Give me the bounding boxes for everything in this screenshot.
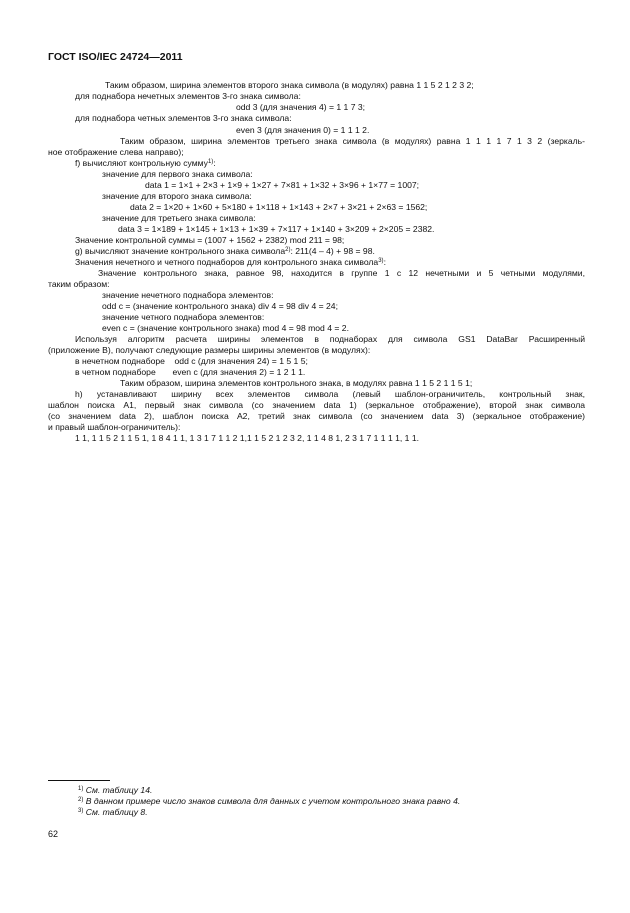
footnote [78,796,460,806]
text-line: Таким образом, ширина элементов третьего знака символа (в модулях) равна 1 1 1 1 7 1 3 2 (зеркаль- [120,136,585,146]
text-line [75,158,216,169]
text-line: значение для третьего знака символа: [102,213,256,223]
footnote-mark: 1) [78,786,84,792]
footnote-mark: 2) [78,797,84,803]
footnote-ref: 1) [207,159,214,165]
text-line: Значение контрольного знака, равное 98, находится в группе 1 с 12 нечетными и 5 четными модулями, [98,268,585,278]
footnote-ref: 2) [285,247,291,253]
text-line: в нечетном поднаборе odd c (для значения 24) = 1 5 1 5; [75,356,308,366]
line-tail: : [213,158,216,168]
formula-line: odd 3 (для значения 4) = 1 1 7 3; [236,102,366,112]
line-text: f) вычисляют контрольную сумму [75,158,208,168]
line-text: Значения нечетного и четного поднаборов для контрольного знака символа [75,257,379,267]
text-line: значение нечетного поднабора элементов: [102,290,274,300]
text-line: h) устанавливают ширину всех элементов символа (левый шаблон-ограничитель, контрольный знак, [75,389,585,399]
text-line: для поднабора четных элементов 3-го знака символа: [75,113,292,123]
footnote-ref: 3) [378,258,384,264]
footnote [78,807,148,817]
footnote [78,785,152,795]
text-line: ное отображение слева направо); [48,147,184,157]
line-tail: : [383,257,386,267]
text-line: (со значением data 2), шаблон поиска А2, третий знак символа (со значением data 3) (зеркальное отображение) [48,411,585,421]
result-line: 1 1, 1 1 5 2 1 1 5 1, 1 8 4 1 1, 1 3 1 7 1 1 2 1,1 1 5 2 1 2 3 2, 1 1 4 8 1, 2 3 1 7 1 1 1 1, 1 1. [75,433,420,443]
text-line: Значение контрольной суммы = (1007 + 1562 + 2382) mod 211 = 98; [75,235,345,245]
text-line: значение для первого знака символа: [102,169,253,179]
footnote-divider [48,780,110,781]
page-number: 62 [48,829,59,839]
footnote-text: В данном примере число знаков символа для данных с учетом контрольного знака равно 4. [85,796,461,806]
line-text: g) вычисляют значение контрольного знака символа [75,246,286,256]
text-line: значение четного поднабора элементов: [102,312,265,322]
text-line: для поднабора нечетных элементов 3-го знака символа: [75,91,301,101]
text-line: таким образом: [48,279,110,289]
document-header: ГОСТ ISO/IEC 24724—2011 [48,51,183,63]
text-line: (приложение В), получают следующие размеры ширины элементов (в модулях): [48,345,371,355]
text-line: шаблон поиска А1, первый знак символа (со значением data 1) (зеркальное отображение), второй знак символа [48,400,585,410]
formula-line: odd c = (значение контрольного знака) div 4 = 98 div 4 = 24; [102,301,338,311]
formula-line: even c = (значение контрольного знака) mod 4 = 98 mod 4 = 2. [102,323,349,333]
text-line: Таким образом, ширина элементов второго знака символа (в модулях) равна 1 1 5 2 1 2 3 2; [105,80,474,90]
text-line [75,246,375,257]
text-line: Таким образом, ширина элементов контрольного знака, в модулях равна 1 1 5 2 1 1 5 1; [120,378,473,388]
text-line: значение для второго знака символа: [102,191,252,201]
formula-line: data 1 = 1×1 + 2×3 + 1×9 + 1×27 + 7×81 + 1×32 + 3×96 + 1×77 = 1007; [145,180,420,190]
text-line [75,257,386,268]
footnote-text: См. таблицу 14. [85,785,153,795]
footnote-mark: 3) [78,808,84,814]
formula-line: data 3 = 1×189 + 1×145 + 1×13 + 1×39 + 7×117 + 1×140 + 3×209 + 2×205 = 2382. [118,224,435,234]
line-tail: : 211(4 – 4) + 98 = 98. [290,246,375,256]
formula-line: even 3 (для значения 0) = 1 1 1 2. [236,125,370,135]
text-line: в четном поднаборе even c (для значения 2) = 1 2 1 1. [75,367,306,377]
text-line: Используя алгоритм расчета ширины элементов в поднаборах для символа GS1 DataBar Расширенный [75,334,585,344]
footnote-text: См. таблицу 8. [85,807,148,817]
formula-line: data 2 = 1×20 + 1×60 + 5×180 + 1×118 + 1×143 + 2×7 + 3×21 + 2×63 = 1562; [130,202,428,212]
text-line: и правый шаблон-ограничитель): [48,422,181,432]
